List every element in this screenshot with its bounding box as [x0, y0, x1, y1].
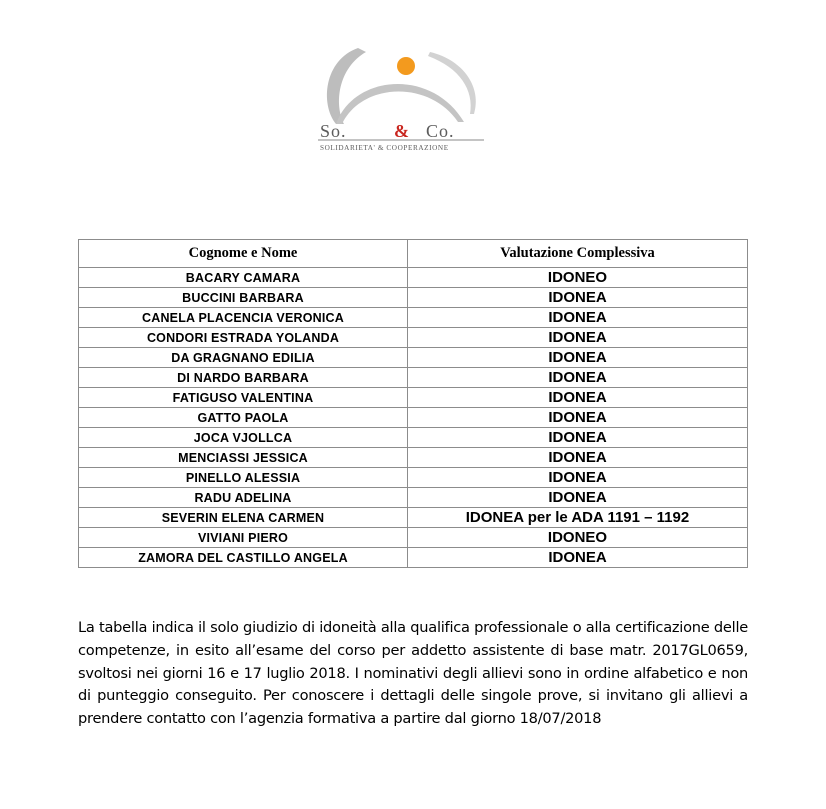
- table-header-row: [79, 240, 748, 268]
- student-grade: IDONEA: [408, 488, 748, 508]
- header-cognome-nome: Cognome e Nome: [79, 240, 408, 268]
- student-name: SEVERIN ELENA CARMEN: [79, 508, 408, 528]
- student-grade: IDONEA: [408, 468, 748, 488]
- explanatory-note: La tabella indica il solo giudizio di idoneità alla qualifica professionale o alla certificazione delle competenze, in esito all’esame del corso per addetto assistente di base matr. 2017GL0659, svoltosi nei giorni 16 e 17 luglio 2018. I nominativi degli allievi sono in ordine alfabetico e non di punteggio conseguito. Per conoscere i dettagli delle singole prove, si invitano gli allievi a prendere contatto con l’agenzia formativa a partire dal giorno 18/07/2018: [78, 619, 748, 728]
- table-row: [79, 528, 748, 548]
- logo-sun: [397, 57, 415, 75]
- table-row: [79, 328, 748, 348]
- table-row: [79, 388, 748, 408]
- logo-subtitle: SOLIDARIETA' & COOPERAZIONE: [320, 144, 449, 152]
- student-grade: IDONEA: [408, 368, 748, 388]
- table-row: [79, 468, 748, 488]
- student-name: JOCA VJOLLCA: [79, 428, 408, 448]
- table-row: [79, 488, 748, 508]
- student-name: BUCCINI BARBARA: [79, 288, 408, 308]
- student-grade: IDONEA: [408, 308, 748, 328]
- student-grade: IDONEA: [408, 548, 748, 568]
- student-name: BACARY CAMARA: [79, 268, 408, 288]
- student-name: DI NARDO BARBARA: [79, 368, 408, 388]
- logo-inner-arc: [428, 52, 476, 114]
- student-grade: IDONEA: [408, 408, 748, 428]
- logo-text-right: Co.: [426, 121, 455, 141]
- student-grade: IDONEA: [408, 288, 748, 308]
- student-name: FATIGUSO VALENTINA: [79, 388, 408, 408]
- table-row: [79, 268, 748, 288]
- logo-ampersand: &: [394, 121, 409, 141]
- logo-dome-arc: [336, 84, 464, 124]
- student-grade: IDONEA per le ADA 1191 – 1192: [408, 508, 748, 528]
- so-co-logo: [314, 38, 490, 158]
- table-row: [79, 508, 748, 528]
- student-name: CONDORI ESTRADA YOLANDA: [79, 328, 408, 348]
- student-grade: IDONEA: [408, 448, 748, 468]
- table-row: [79, 288, 748, 308]
- table-row: [79, 308, 748, 328]
- table-row: [79, 548, 748, 568]
- table-row: [79, 428, 748, 448]
- student-name: DA GRAGNANO EDILIA: [79, 348, 408, 368]
- table-row: [79, 448, 748, 468]
- student-grade: IDONEA: [408, 328, 748, 348]
- header-valutazione: Valutazione Complessiva: [408, 240, 748, 268]
- student-name: CANELA PLACENCIA VERONICA: [79, 308, 408, 328]
- table-row: [79, 408, 748, 428]
- student-grade: IDONEO: [408, 268, 748, 288]
- student-name: PINELLO ALESSIA: [79, 468, 408, 488]
- student-name: MENCIASSI JESSICA: [79, 448, 408, 468]
- student-grade: IDONEA: [408, 388, 748, 408]
- student-name: ZAMORA DEL CASTILLO ANGELA: [79, 548, 408, 568]
- student-name: GATTO PAOLA: [79, 408, 408, 428]
- logo-text-left: So.: [320, 121, 347, 141]
- table-row: [79, 348, 748, 368]
- student-grade: IDONEA: [408, 428, 748, 448]
- student-grade: IDONEO: [408, 528, 748, 548]
- student-name: RADU ADELINA: [79, 488, 408, 508]
- student-name: VIVIANI PIERO: [79, 528, 408, 548]
- results-table: [78, 239, 748, 568]
- student-grade: IDONEA: [408, 348, 748, 368]
- table-row: [79, 368, 748, 388]
